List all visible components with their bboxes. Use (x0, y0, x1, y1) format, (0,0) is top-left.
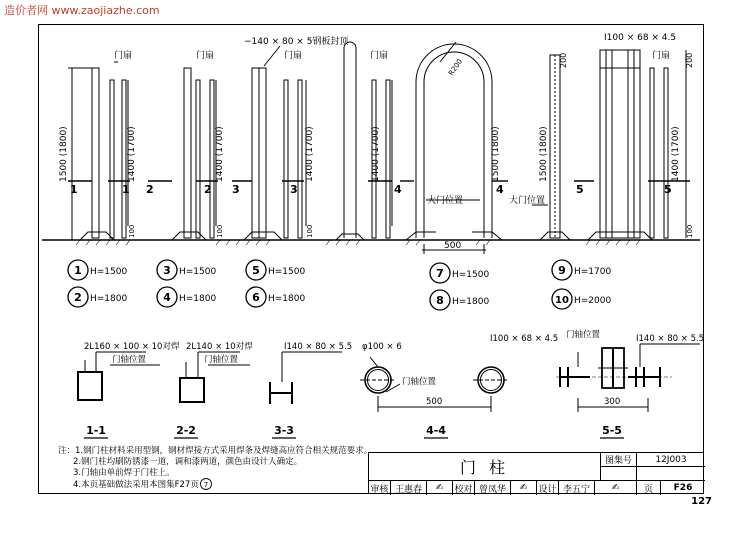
legend-num-7: 7 (436, 267, 444, 280)
review-label: 审核 (369, 481, 391, 495)
reviewer-signature: ✍ (427, 481, 453, 495)
section-4-dim: 500 (426, 397, 443, 407)
label-gate-position-2: 大门位置 (509, 196, 546, 206)
label-h-total-1: 1500 (1800) (59, 126, 69, 182)
legend-h-3: H=1500 (179, 267, 217, 277)
label-base-1: 100 (128, 224, 136, 238)
reviewer-name: 王惠春 (391, 481, 427, 495)
section-2-spec: 2L140 × 10对焊 (186, 342, 253, 352)
note-2: 2.钢门柱均刷防锈漆一道，调和漆两道，颜色由设计人确定。 (73, 457, 303, 468)
note-3: 3.门轴由单前焊于门柱上。 (73, 468, 175, 479)
label-base-5: 100 (686, 224, 694, 238)
legend-h-2: H=1800 (90, 294, 128, 304)
label-radius: R200 (447, 57, 465, 78)
label-h-total-5: 1500 (1800) (539, 126, 549, 182)
section-4-axis: 门轴位置 (402, 377, 437, 387)
label-top-200-1: 200 (559, 52, 568, 68)
legend-num-8: 8 (436, 294, 444, 307)
cut-mark-1a: 1 (70, 183, 78, 196)
cut-mark-5b: 5 (664, 183, 672, 196)
cut-mark-5a: 5 (576, 183, 584, 196)
legend-h-1: H=1500 (90, 267, 128, 277)
legend-num-9: 9 (558, 264, 566, 277)
legend-num-2: 2 (74, 291, 82, 304)
section-3-spec: I140 × 80 × 5.5 (284, 342, 353, 352)
legend-h-9: H=1700 (574, 267, 612, 277)
note-1: 注：1.钢门柱材料采用型钢，钢材焊接方式采用焊条及焊缝高应符合相关规范要求。 (58, 446, 373, 456)
label-door-leaf-1: 门扇 (114, 51, 133, 61)
cut-mark-3b: 3 (290, 183, 298, 196)
notes (58, 446, 372, 491)
legend-num-10: 10 (555, 295, 569, 306)
atlas-number: 12J003 (637, 453, 705, 467)
checker-name: 曾凤华 (475, 481, 511, 495)
section-3-3 (270, 352, 342, 404)
label-door-leaf-3: 门扇 (284, 51, 303, 61)
note-4: 4.本页基础做法采用本图集F27页 (73, 479, 199, 490)
label-h-leaf-3: 1400 (1700) (305, 126, 315, 182)
section-1-spec: 2L160 × 100 × 10对焊 (84, 342, 180, 352)
design-label: 设计 (537, 481, 559, 495)
elevation-2 (148, 68, 218, 240)
pole-tall (336, 42, 392, 240)
elevation-3 (232, 46, 306, 240)
section-5-dim: 300 (604, 397, 621, 407)
blank-cell-2 (637, 467, 705, 481)
label-top-200-2: 200 (685, 52, 694, 68)
legend-num-1: 1 (74, 264, 82, 277)
page-label: 页 (637, 481, 661, 495)
label-door-leaf-2: 门扇 (196, 51, 215, 61)
label-h-total-4: 1500 (1800) (491, 126, 501, 182)
notes-ref-num: 7 (203, 481, 209, 489)
cut-mark-1b: 1 (122, 183, 130, 196)
elevation-5 (532, 50, 690, 240)
label-door-leaf-5: 门扇 (652, 51, 671, 61)
section-title-4: 4-4 (426, 424, 446, 437)
section-5-5 (556, 344, 700, 412)
section-title-5: 5-5 (602, 424, 622, 437)
legend-h-7: H=1500 (452, 270, 490, 280)
cut-mark-4b: 4 (496, 183, 504, 196)
legend-h-5: H=1500 (268, 267, 306, 277)
page-code: F26 (673, 483, 693, 493)
drawing-title: 门 柱 (369, 453, 601, 481)
legend-h-4: H=1800 (179, 294, 217, 304)
label-steel-cap: −140 × 80 × 5钢板封顶 (244, 37, 349, 47)
section-title-1: 1-1 (86, 424, 106, 437)
section-title-3: 3-3 (274, 424, 294, 437)
legend-h-6: H=1800 (268, 294, 306, 304)
label-h-leaf-4: 1400 (1700) (371, 126, 381, 182)
label-h-leaf-1: 1400 (1700) (127, 126, 137, 182)
cut-mark-2a: 2 (146, 183, 154, 196)
watermark: 造价者网 www.zaojiazhe.com (4, 4, 160, 17)
section-5-spec2: I140 × 80 × 5.5 (636, 334, 705, 344)
legend-num-5: 5 (252, 264, 260, 277)
section-4-spec: φ100 × 6 (362, 342, 402, 352)
title-block (368, 452, 704, 494)
check-label: 校对 (453, 481, 475, 495)
elevation-1 (68, 62, 130, 240)
legend-num-4: 4 (163, 291, 171, 304)
section-5-axis: 门轴位置 (566, 330, 601, 340)
section-title-2: 2-2 (176, 424, 196, 437)
atlas-label: 图集号 (601, 453, 637, 467)
label-base-3: 100 (306, 224, 314, 238)
label-base-2: 100 (216, 224, 224, 238)
legend-h-8: H=1800 (452, 297, 490, 307)
label-door-leaf-4: 门扇 (370, 51, 389, 61)
cut-mark-2b: 2 (204, 183, 212, 196)
label-h-leaf-5: 1400 (1700) (671, 126, 681, 182)
designer-signature: ✍ (595, 481, 637, 495)
section-2-axis: 门轴位置 (204, 355, 239, 365)
blank-cell (601, 467, 637, 481)
label-width-500: 500 (444, 241, 462, 251)
legend-circles (68, 260, 572, 310)
legend-h-10: H=2000 (574, 296, 612, 306)
label-gate-position-1: 大门位置 (427, 196, 464, 206)
legend-num-3: 3 (163, 264, 171, 277)
designer-name: 李五宁 (559, 481, 595, 495)
section-1-axis: 门轴位置 (112, 355, 147, 365)
section-5-spec: I100 × 68 × 4.5 (490, 334, 559, 344)
legend-num-6: 6 (252, 291, 260, 304)
cut-mark-4a: 4 (394, 183, 402, 196)
cut-mark-3a: 3 (232, 183, 240, 196)
checker-signature: ✍ (511, 481, 537, 495)
page-number: 127 (691, 496, 712, 507)
label-h-leaf-2: 1400 (1700) (215, 126, 225, 182)
label-beam-spec: I100 × 68 × 4.5 (604, 33, 677, 43)
